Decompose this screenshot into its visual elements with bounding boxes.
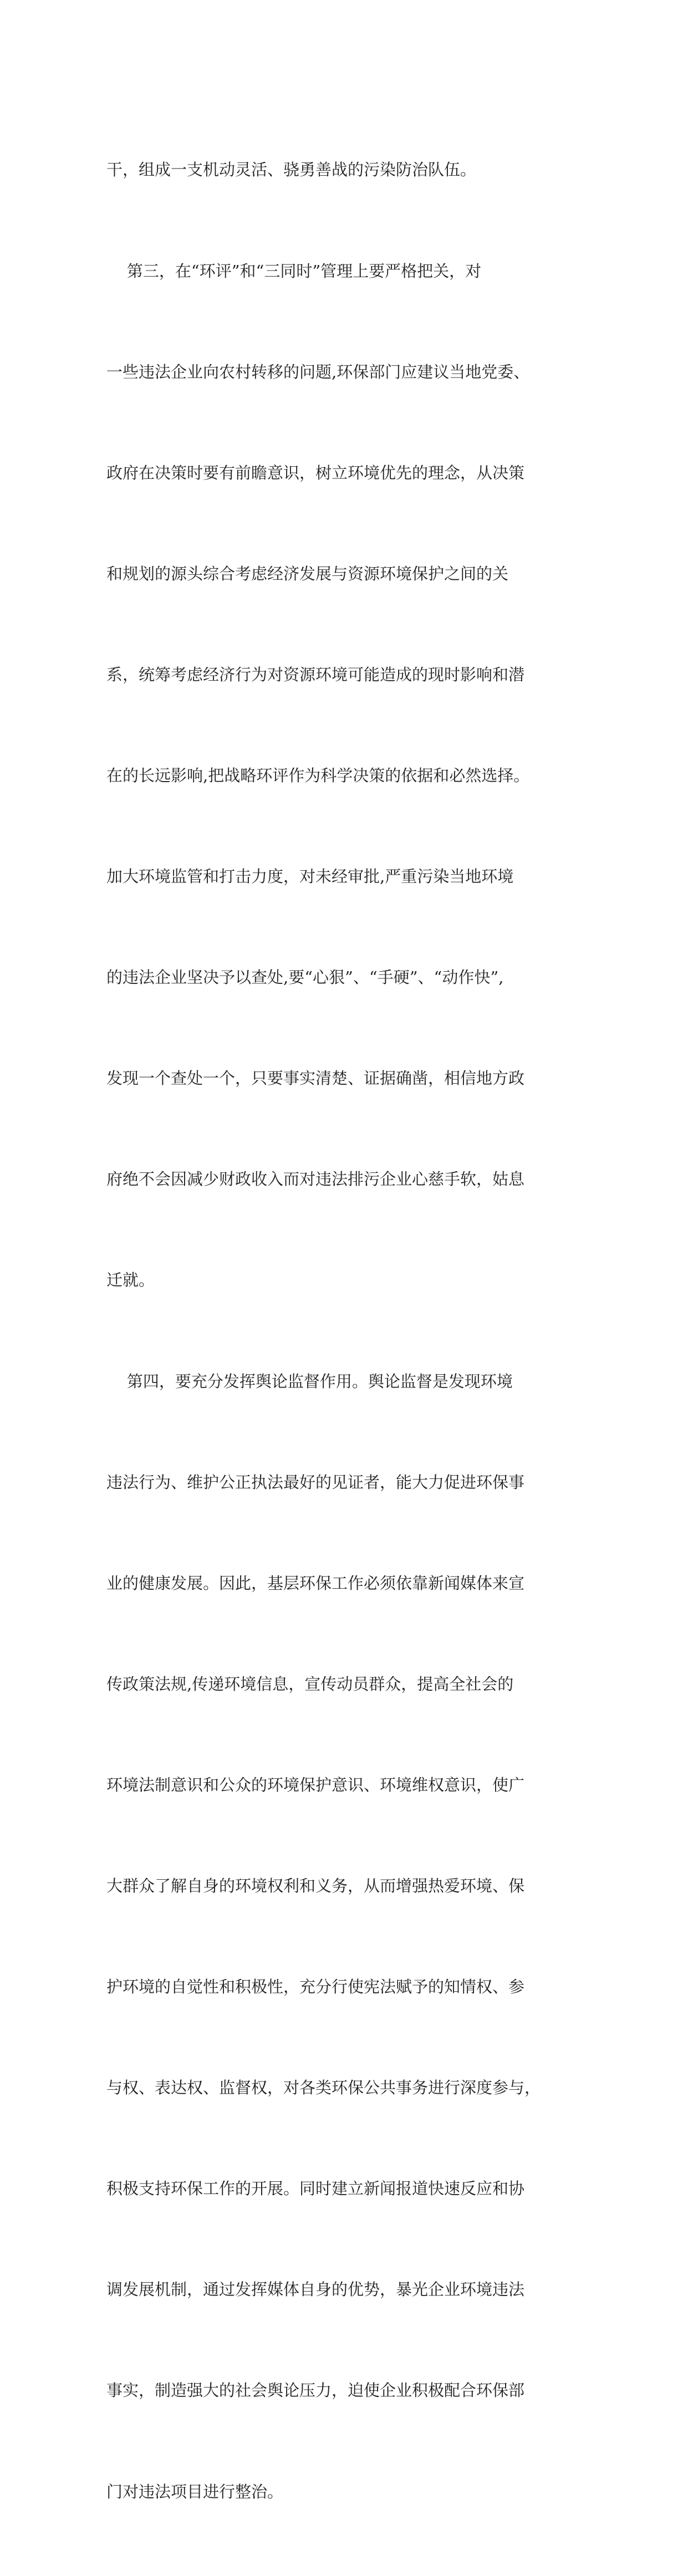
text-line: 政府在决策时要有前瞻意识，树立环境优先的理念，从决策	[106, 463, 525, 482]
text-line: 事实，制造强大的社会舆论压力，迫使企业积极配合环保部	[106, 2381, 525, 2400]
text-line: 一些违法企业向农村转移的问题,环保部门应建议当地党委、	[106, 362, 530, 381]
text-line: 违法行为、维护公正执法最好的见证者，能大力促进环保事	[106, 1472, 525, 1492]
text-line: 迁就。	[106, 1271, 155, 1290]
text-line: 业的健康发展。因此，基层环保工作必须依靠新闻媒体来宣	[106, 1573, 525, 1593]
text-line: 大群众了解自身的环境权利和义务，从而增强热爱环境、保	[106, 1876, 525, 1895]
text-line: 与权、表达权、监督权，对各类环保公共事务进行深度参与，	[106, 2078, 541, 2098]
text-line: 加大环境监管和打击力度，对未经审批,严重污染当地环境	[106, 867, 514, 886]
text-line: 府绝不会因减少财政收入而对违法排污企业心慈手软，姑息	[106, 1170, 525, 1189]
text-line: 护环境的自觉性和积极性，充分行使宪法赋予的知情权、参	[106, 1977, 525, 1997]
text-line: 第三，在“环评”和“三同时”管理上要严格把关，对	[106, 261, 482, 280]
text-line: 积极支持环保工作的开展。同时建立新闻报道快速反应和协	[106, 2179, 525, 2198]
text-line: 干，组成一支机动灵活、骁勇善战的污染防治队伍。	[106, 160, 477, 180]
text-line: 在的长远影响,把战略环评作为科学决策的依据和必然选择。	[106, 766, 530, 785]
text-line: 门对违法项目进行整治。	[106, 2482, 284, 2501]
text-line: 发现一个查处一个，只要事实清楚、证据确凿，相信地方政	[106, 1069, 525, 1088]
text-line: 第四，要充分发挥舆论监督作用。舆论监督是发现环境	[106, 1371, 513, 1391]
text-line: 的违法企业坚决予以查处,要“心狠”、“手硬”、“动作快”,	[106, 968, 504, 987]
text-line: 调发展机制，通过发挥媒体自身的优势，暴光企业环境违法	[106, 2280, 525, 2299]
text-line: 传政策法规,传递环境信息，宣传动员群众，提高全社会的	[106, 1674, 514, 1693]
text-line: 和规划的源头综合考虑经济发展与资源环境保护之间的关	[106, 564, 509, 583]
document-body	[106, 86, 541, 2576]
text-line: 系，统筹考虑经济行为对资源环境可能造成的现时影响和潜	[106, 665, 525, 684]
text-line: 环境法制意识和公众的环境保护意识、环境维权意识，使广	[106, 1775, 525, 1794]
